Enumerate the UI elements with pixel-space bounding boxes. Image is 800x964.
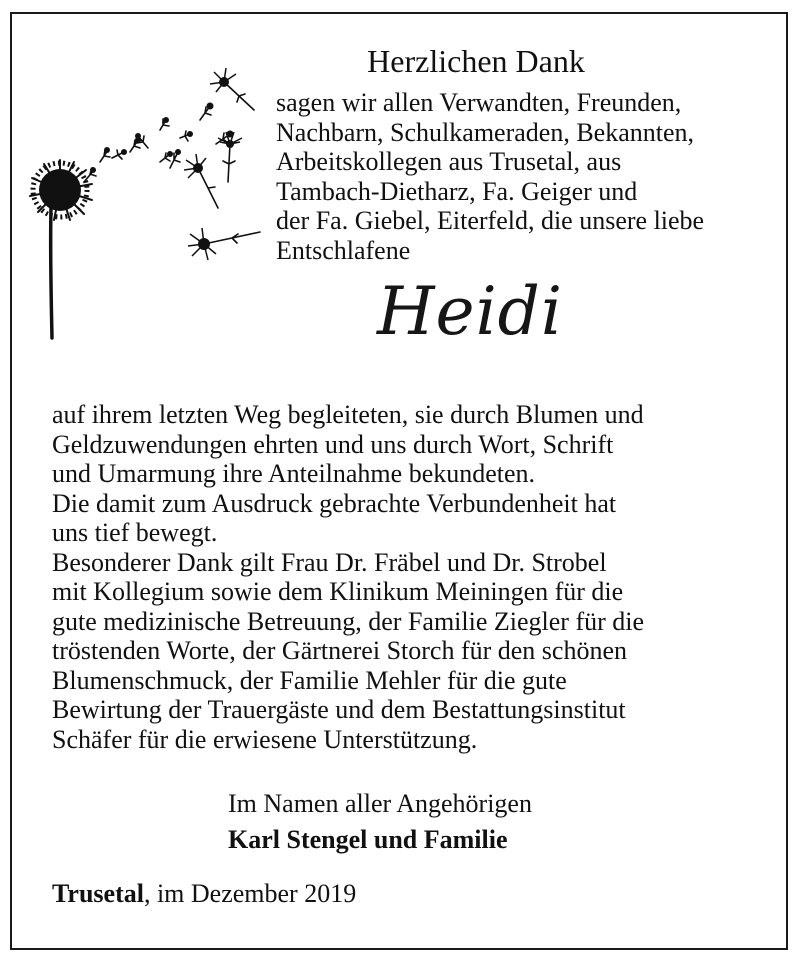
deceased-name: Heidi xyxy=(376,273,564,350)
body-line: uns tief bewegt. xyxy=(52,518,218,547)
body-line: Geldzuwendungen ehrten und uns durch Wort, Schrift xyxy=(52,429,614,459)
body-line: Blumenschmuck, der Familie Mehler für die gute xyxy=(52,665,567,695)
signature-intro: Im Namen aller Angehörigen xyxy=(228,789,532,818)
intro-line: Arbeitskollegen aus Trusetal, aus xyxy=(276,147,622,176)
body-line: und Umarmung ihre Anteilnahme bekundeten. xyxy=(52,459,536,488)
body-paragraph xyxy=(52,400,644,754)
place-date xyxy=(52,879,356,909)
intro-line: Entschlafene xyxy=(276,235,411,265)
body-line: Besonderer Dank gilt Frau Dr. Fräbel und Dr. Strobel xyxy=(52,547,607,577)
body-line: Schäfer für die erwiesene Unterstützung. xyxy=(52,724,478,754)
place-date-text: , im Dezember 2019 xyxy=(143,879,357,908)
body-line: mit Kollegium sowie dem Klinikum Meiningen für die xyxy=(52,577,624,606)
body-line: auf ihrem letzten Weg begleiteten, sie durch Blumen und xyxy=(52,400,644,429)
intro-paragraph xyxy=(276,88,704,265)
place-town: Trusetal xyxy=(52,879,144,908)
intro-line: sagen wir allen Verwandten, Freunden, xyxy=(276,88,682,117)
signature-name: Karl Stengel und Familie xyxy=(228,825,508,854)
intro-line: Tambach-Dietharz, Fa. Geiger und xyxy=(276,176,638,206)
intro-line: Nachbarn, Schulkameraden, Bekannten, xyxy=(276,117,695,147)
dandelion-illustration xyxy=(20,60,270,350)
body-line: gute medizinische Betreuung, der Familie Ziegler für die xyxy=(52,606,645,636)
body-line: Bewirtung der Trauergäste und dem Bestattungsinstitut xyxy=(52,695,626,724)
body-line: tröstenden Worte, der Gärtnerei Storch für den schönen xyxy=(52,636,628,665)
body-line: Die damit zum Ausdruck gebrachte Verbundenheit hat xyxy=(52,488,617,518)
intro-line: der Fa. Giebel, Eiterfeld, die unsere liebe xyxy=(276,206,705,235)
heading-title: Herzlichen Dank xyxy=(367,43,585,79)
